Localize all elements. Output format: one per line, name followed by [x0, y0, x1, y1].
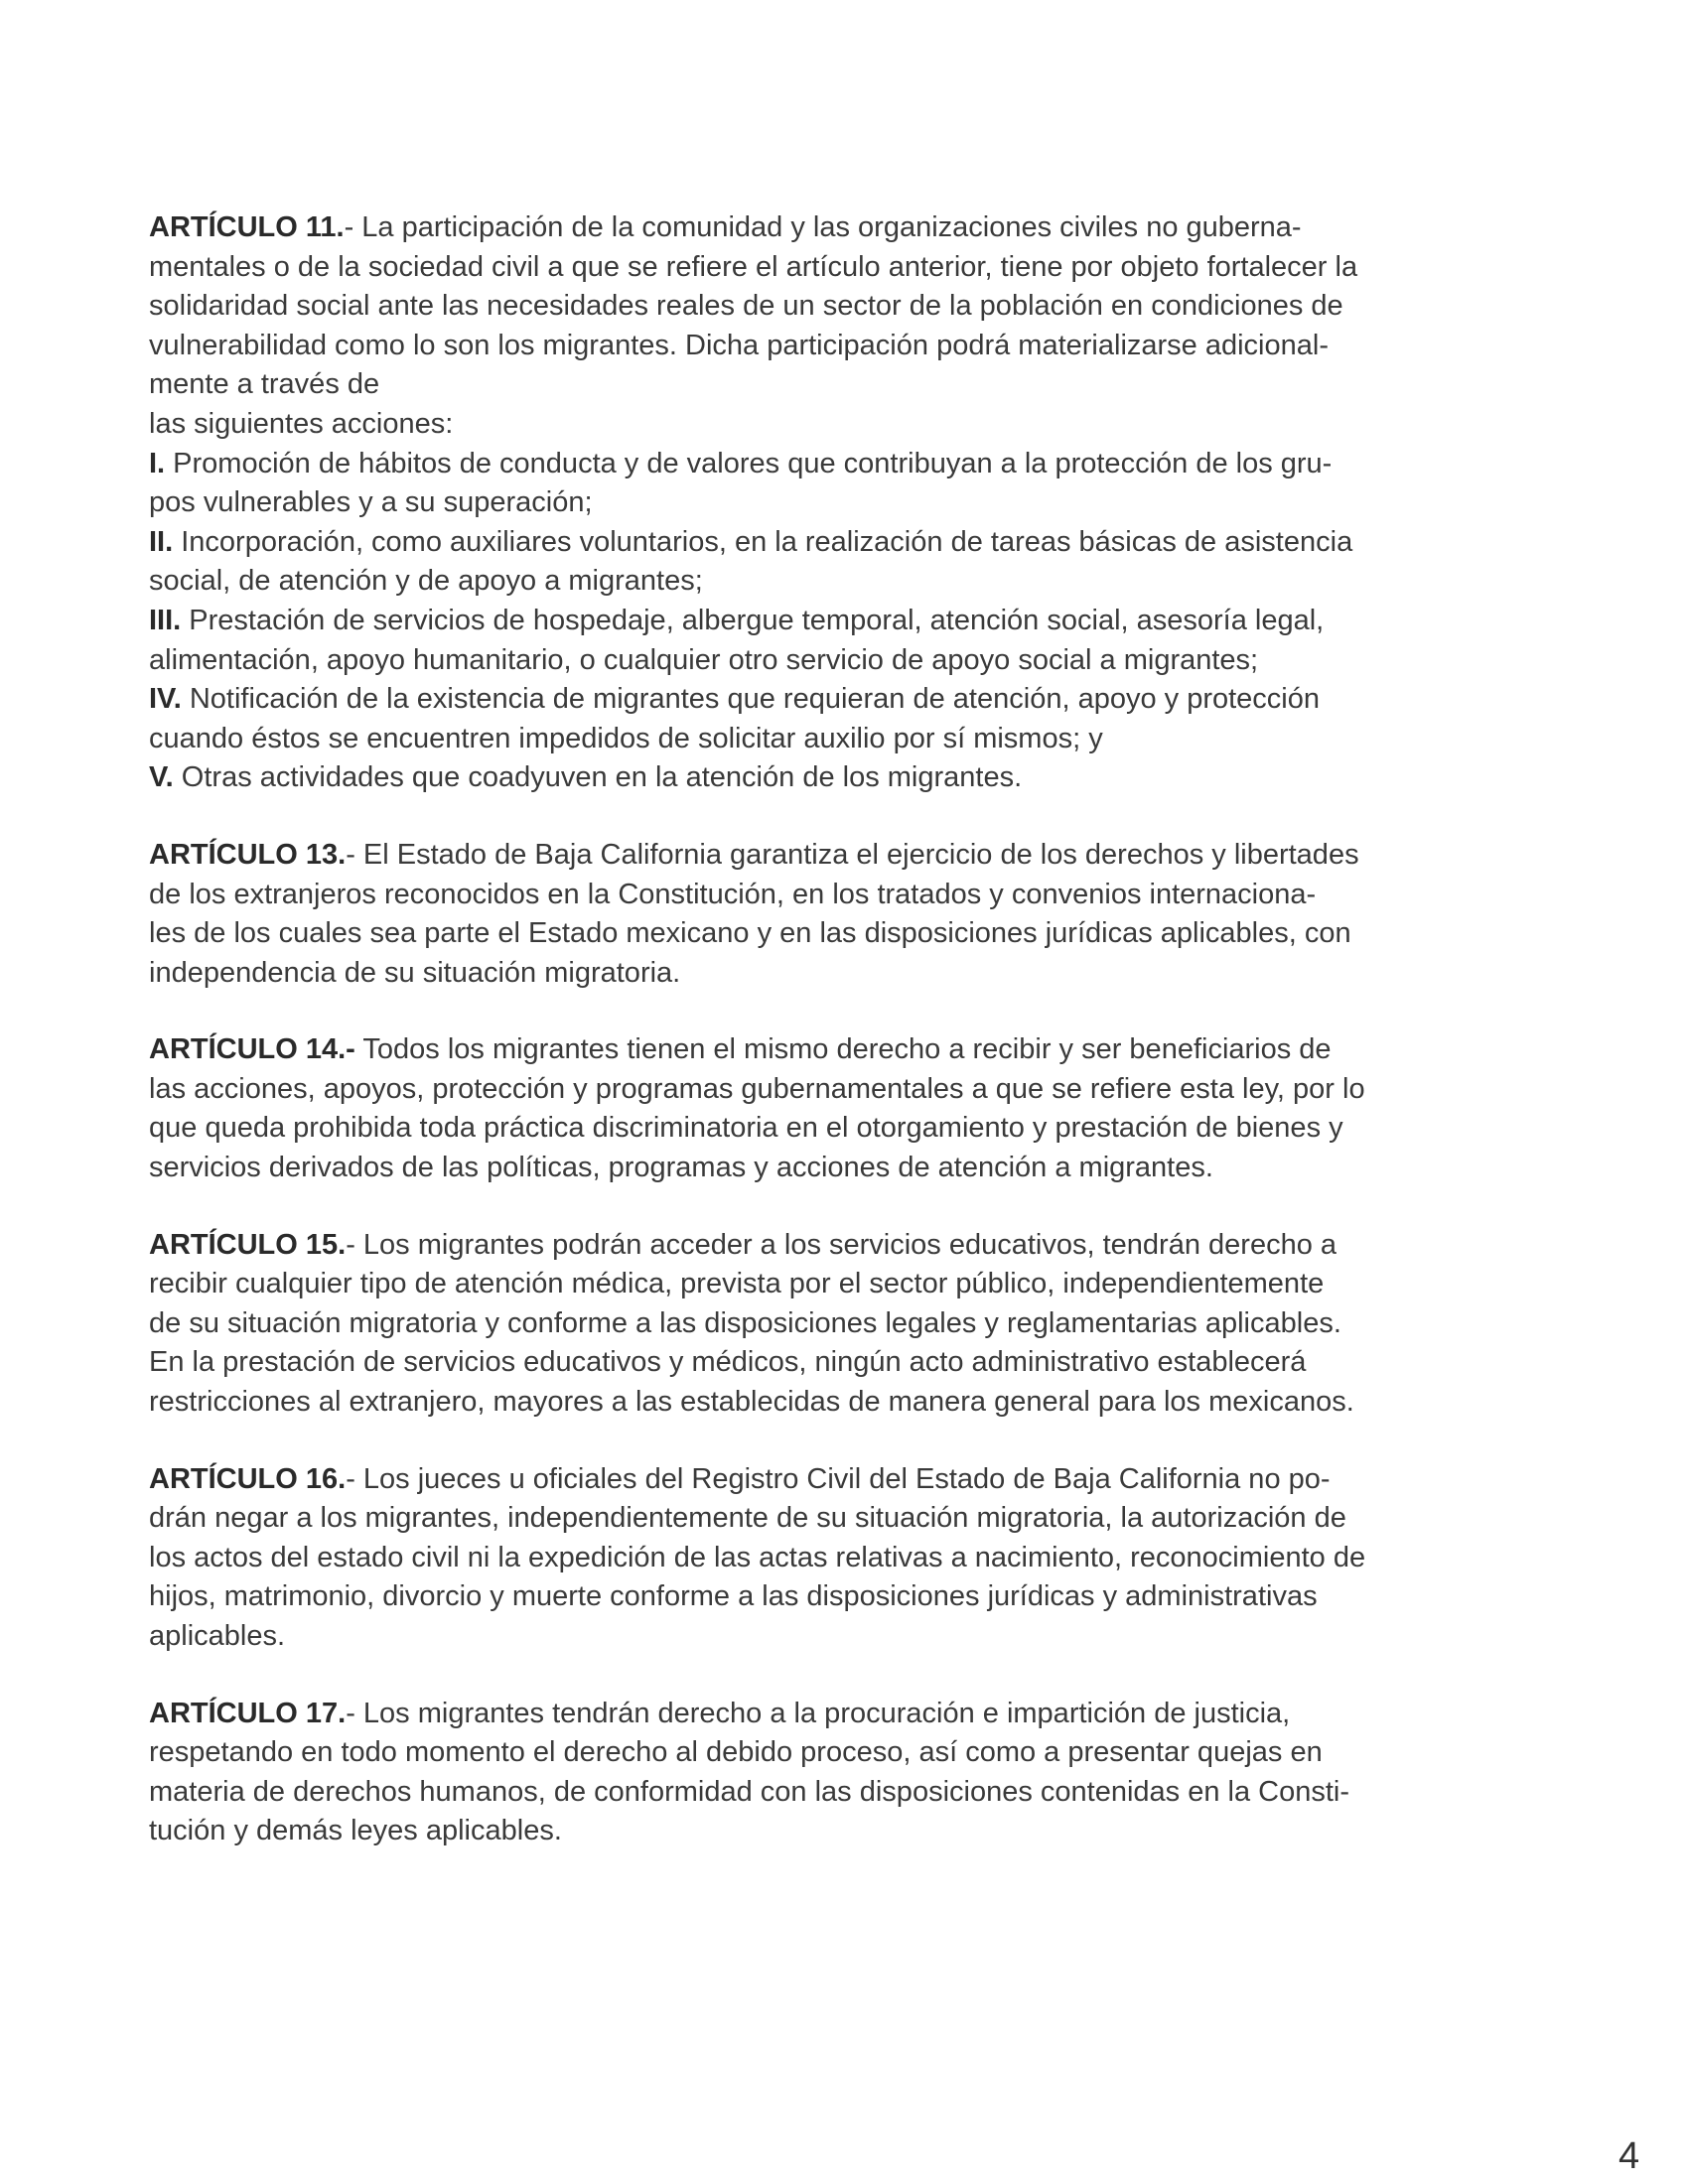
article-line: mente a través de — [149, 368, 380, 401]
article-line: las acciones, apoyos, protección y programas gubernamentales a que se refiere esta ley, por lo — [149, 1072, 1365, 1105]
article-15 — [149, 1226, 1539, 1423]
article-heading: ARTÍCULO 11. — [149, 211, 345, 243]
article-heading: ARTÍCULO 15. — [149, 1228, 347, 1261]
list-item-label: V. — [149, 761, 174, 794]
list-item-label: II. — [149, 525, 174, 558]
article-line: ARTÍCULO 15.- Los migrantes podrán acceder a los servicios educativos, tendrán derecho a — [149, 1228, 1337, 1261]
article-heading: ARTÍCULO 16. — [149, 1462, 347, 1495]
article-line: mentales o de la sociedad civil a que se refiere el artículo anterior, tiene por objeto fortalecer la — [149, 250, 1358, 283]
article-line: respetando en todo momento el derecho al debido proceso, así como a presentar quejas en — [149, 1736, 1323, 1769]
article-heading: ARTÍCULO 13. — [149, 838, 347, 871]
article-line: En la prestación de servicios educativos y médicos, ningún acto administrativo establecerá — [149, 1346, 1307, 1379]
list-item-label: I. — [149, 447, 166, 479]
article-line: de los extranjeros reconocidos en la Constitución, en los tratados y convenios internaciona- — [149, 878, 1317, 910]
article-heading: ARTÍCULO 17. — [149, 1697, 347, 1729]
list-item: II. Incorporación, como auxiliares voluntarios, en la realización de tareas básicas de asistencia — [149, 525, 1353, 558]
article-line: ARTÍCULO 17.- Los migrantes tendrán derecho a la procuración e impartición de justicia, — [149, 1697, 1291, 1729]
article-line: ARTÍCULO 11.- La participación de la comunidad y las organizaciones civiles no guberna- — [149, 211, 1302, 243]
article-line: ARTÍCULO 14.- Todos los migrantes tienen el mismo derecho a recibir y ser beneficiarios de — [149, 1033, 1332, 1066]
article-line: que queda prohibida toda práctica discriminatoria en el otorgamiento y prestación de bienes y — [149, 1112, 1343, 1145]
list-item: IV. Notificación de la existencia de migrantes que requieran de atención, apoyo y protección — [149, 683, 1320, 716]
list-item-line: alimentación, apoyo humanitario, o cualquier otro servicio de apoyo social a migrantes; — [149, 643, 1259, 676]
list-item: V. Otras actividades que coadyuven en la atención de los migrantes. — [149, 761, 1023, 794]
list-item-label: IV. — [149, 683, 182, 716]
page-number: 4 — [1618, 2135, 1640, 2177]
document-page — [149, 208, 1539, 1889]
list-item: III. Prestación de servicios de hospedaje, albergue temporal, atención social, asesoría legal, — [149, 604, 1325, 636]
article-heading: ARTÍCULO 14.- — [149, 1033, 355, 1066]
article-16 — [149, 1460, 1539, 1657]
article-line: materia de derechos humanos, de conformidad con las disposiciones contenidas en la Consti- — [149, 1775, 1350, 1808]
article-line: aplicables. — [149, 1620, 286, 1652]
article-line: hijos, matrimonio, divorcio y muerte conforme a las disposiciones jurídicas y administrativas — [149, 1580, 1318, 1613]
article-line: recibir cualquier tipo de atención médica, prevista por el sector público, independientemente — [149, 1268, 1325, 1300]
article-line: servicios derivados de las políticas, programas y acciones de atención a migrantes. — [149, 1152, 1213, 1184]
article-line: les de los cuales sea parte el Estado mexicano y en las disposiciones jurídicas aplicables, con — [149, 917, 1351, 950]
article-line: drán negar a los migrantes, independientemente de su situación migratoria, la autorización de — [149, 1502, 1346, 1535]
article-line: solidaridad social ante las necesidades reales de un sector de la población en condiciones de — [149, 290, 1343, 323]
article-11 — [149, 208, 1539, 798]
article-line: ARTÍCULO 16.- Los jueces u oficiales del Registro Civil del Estado de Baja California no po- — [149, 1462, 1331, 1495]
list-item-line: cuando éstos se encuentren impedidos de solicitar auxilio por sí mismos; y — [149, 722, 1103, 754]
article-line: los actos del estado civil ni la expedición de las actas relativas a nacimiento, reconocimiento de — [149, 1541, 1366, 1573]
article-line: restricciones al extranjero, mayores a las establecidas de manera general para los mexicanos. — [149, 1386, 1354, 1419]
article-13 — [149, 836, 1539, 993]
list-item-line: pos vulnerables y a su superación; — [149, 486, 593, 519]
article-line: las siguientes acciones: — [149, 407, 454, 440]
article-line: de su situación migratoria y conforme a las disposiciones legales y reglamentarias aplicables. — [149, 1306, 1341, 1339]
article-line: ARTÍCULO 13.- El Estado de Baja California garantiza el ejercicio de los derechos y libertades — [149, 838, 1359, 871]
list-item-label: III. — [149, 604, 182, 636]
list-item: I. Promoción de hábitos de conducta y de valores que contribuyan a la protección de los gru- — [149, 447, 1333, 479]
article-line: tución y demás leyes aplicables. — [149, 1815, 562, 1847]
list-item-line: social, de atención y de apoyo a migrantes; — [149, 565, 703, 598]
article-14 — [149, 1030, 1539, 1187]
article-17 — [149, 1695, 1539, 1851]
article-line: independencia de su situación migratoria. — [149, 956, 681, 989]
article-line: vulnerabilidad como lo son los migrantes. Dicha participación podrá materializarse adicional- — [149, 329, 1329, 361]
